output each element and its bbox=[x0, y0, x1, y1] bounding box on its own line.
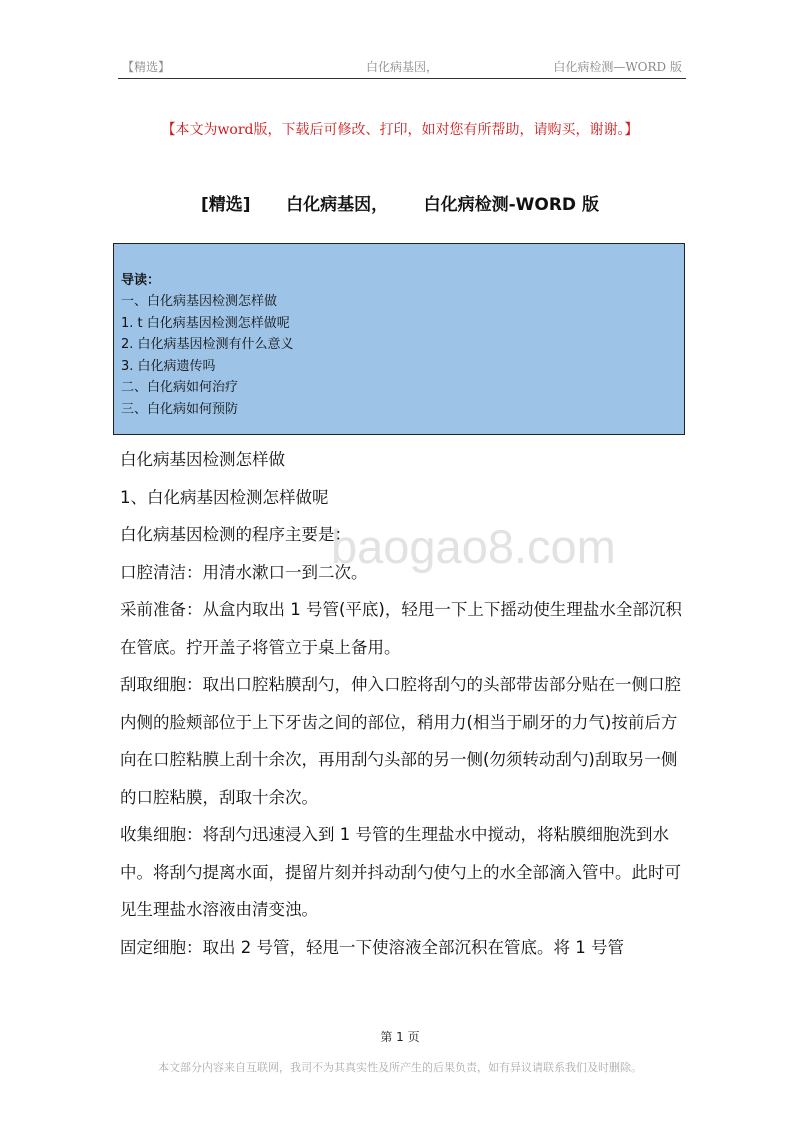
body-paragraph: 固定细胞：取出 2 号管，轻甩一下使溶液全部沉积在管底。将 1 号管 bbox=[120, 937, 624, 957]
body-paragraph: 收集细胞：将刮勺迅速浸入到 1 号管的生理盐水中搅动，将粘膜细胞洗到水中。将刮勺提离水面，提留片刻并抖动刮勺使勺上的水全部滴入管中。此时可见生理盐水溶液由清变浊。 bbox=[120, 825, 681, 919]
page-header bbox=[118, 56, 686, 79]
header-center-text: 白化病基因， bbox=[366, 60, 439, 74]
guide-heading: 导读： bbox=[121, 273, 161, 288]
body-paragraph: 白化病基因检测的程序主要是： bbox=[120, 525, 351, 544]
guide-item[interactable]: 三、白化病如何预防 bbox=[121, 401, 239, 417]
section-heading: 白化病基因检测怎样做 bbox=[120, 450, 285, 469]
document-title: [精选] 白化病基因， 白化病检测-WORD 版 bbox=[201, 195, 599, 215]
body-paragraph: 口腔清洁：用清水漱口一到二次。 bbox=[120, 562, 368, 582]
guide-box bbox=[113, 243, 685, 435]
header-right-text: 白化病检测—WORD 版 bbox=[553, 60, 682, 74]
purchase-notice: 【本文为word版，下载后可修改、打印，如对您有所帮助，请购买，谢谢。】 bbox=[161, 122, 639, 138]
page-number: 第 1 页 bbox=[380, 1030, 420, 1044]
guide-item[interactable]: 3. 白化病遗传吗 bbox=[121, 358, 216, 374]
guide-item[interactable]: 2. 白化病基因检测有什么意义 bbox=[121, 337, 294, 352]
subsection-heading: 1、白化病基因检测怎样做呢 bbox=[120, 487, 329, 507]
footer-disclaimer: 本文部分内容来自互联网，我司不为其真实性及所产生的后果负责，如有异议请联系我们及时删除。 bbox=[158, 1061, 642, 1074]
body-paragraph: 采前准备：从盒内取出 1 号管(平底)，轻甩一下上下摇动使生理盐水全部沉积在管底。拧开盖子将管立于桌上备用。 bbox=[120, 600, 682, 657]
guide-item[interactable]: 1. t 白化病基因检测怎样做呢 bbox=[121, 315, 290, 331]
document-body bbox=[120, 441, 684, 966]
guide-item[interactable]: 一、白化病基因检测怎样做 bbox=[121, 294, 278, 309]
watermark: baogao8.com bbox=[331, 520, 616, 573]
guide-item[interactable]: 二、白化病如何治疗 bbox=[121, 380, 239, 395]
body-paragraph: 刮取细胞：取出口腔粘膜刮勺，伸入口腔将刮勺的头部带齿部分贴在一侧口腔内侧的脸颊部位于上下牙齿之间的部位，稍用力(相当于刷牙的力气)按前后方向在口腔粘膜上刮十余次，再用刮勺头部的另一侧(勿须转动刮勺)刮取另一侧的口腔粘膜，刮取十余次。 bbox=[120, 675, 681, 807]
header-left-text: 【精选】 bbox=[122, 60, 171, 74]
